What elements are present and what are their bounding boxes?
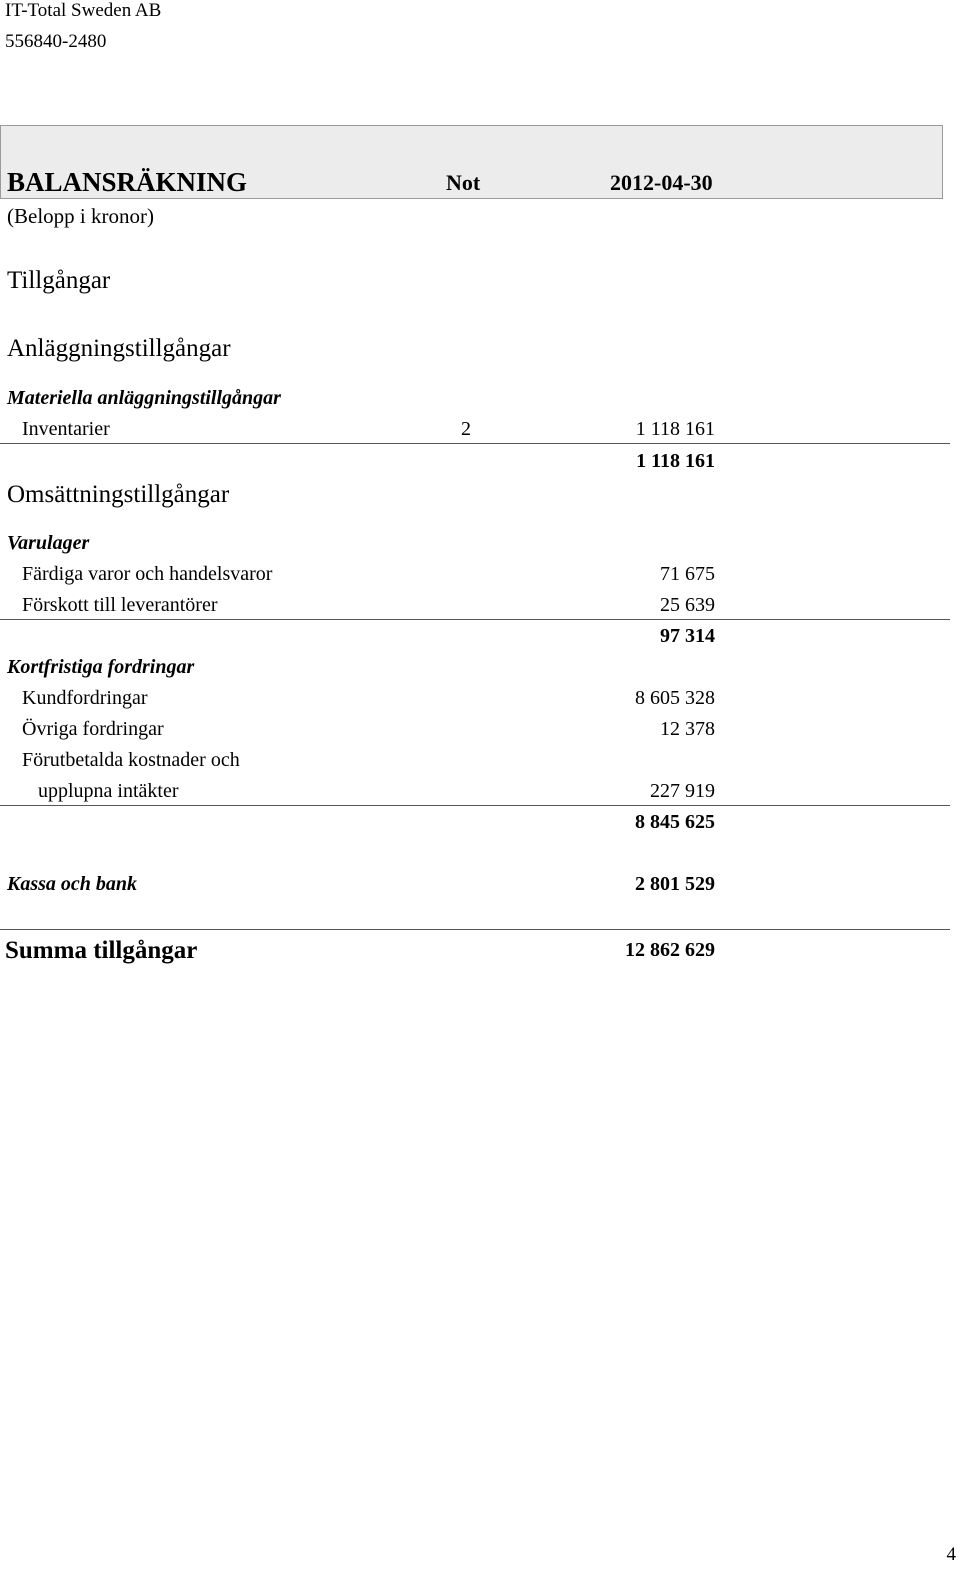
prepaid-value: 227 919	[650, 780, 715, 802]
stock-row-label: Färdiga varor och handelsvaror	[22, 563, 273, 585]
stock-row-label: Förskott till leverantörer	[22, 594, 218, 616]
prepaid-label-line1: Förutbetalda kostnader och	[22, 749, 240, 771]
stock-subtotal: 97 314	[660, 625, 715, 647]
total-assets-label: Summa tillgångar	[5, 937, 198, 964]
date-column-header: 2012-04-30	[610, 170, 713, 195]
receivables-heading: Kortfristiga fordringar	[7, 656, 195, 678]
inventory-label: Inventarier	[22, 418, 110, 440]
page-number: 4	[946, 1544, 956, 1565]
inventory-note: 2	[461, 418, 471, 440]
org-number: 556840-2480	[5, 31, 107, 52]
divider	[0, 805, 950, 806]
fixed-assets-heading: Anläggningstillgångar	[7, 335, 231, 362]
amount-unit: (Belopp i kronor)	[7, 204, 154, 228]
receivables-row-label: Kundfordringar	[22, 687, 148, 709]
note-column-header: Not	[446, 170, 481, 195]
stock-row-value: 25 639	[660, 594, 715, 616]
total-assets-value: 12 862 629	[625, 939, 715, 961]
company-name: IT-Total Sweden AB	[5, 0, 162, 21]
divider	[0, 619, 950, 620]
receivables-row-label: Övriga fordringar	[22, 718, 164, 740]
stock-heading: Varulager	[7, 532, 90, 554]
cash-value: 2 801 529	[635, 873, 715, 895]
divider	[0, 443, 950, 444]
prepaid-label-line2: upplupna intäkter	[38, 780, 179, 802]
inventory-value: 1 118 161	[635, 418, 715, 440]
cash-label: Kassa och bank	[7, 873, 138, 895]
divider	[0, 929, 950, 930]
assets-heading: Tillgångar	[7, 267, 111, 294]
tangible-assets-heading: Materiella anläggningstillgångar	[7, 387, 281, 409]
fixed-assets-subtotal: 1 118 161	[636, 450, 715, 472]
statement-title: BALANSRÄKNING	[7, 167, 248, 197]
receivables-row-value: 12 378	[660, 718, 715, 740]
current-assets-heading: Omsättningstillgångar	[7, 481, 230, 508]
receivables-row-value: 8 605 328	[635, 687, 715, 709]
stock-row-value: 71 675	[660, 563, 715, 585]
receivables-subtotal: 8 845 625	[635, 811, 715, 833]
